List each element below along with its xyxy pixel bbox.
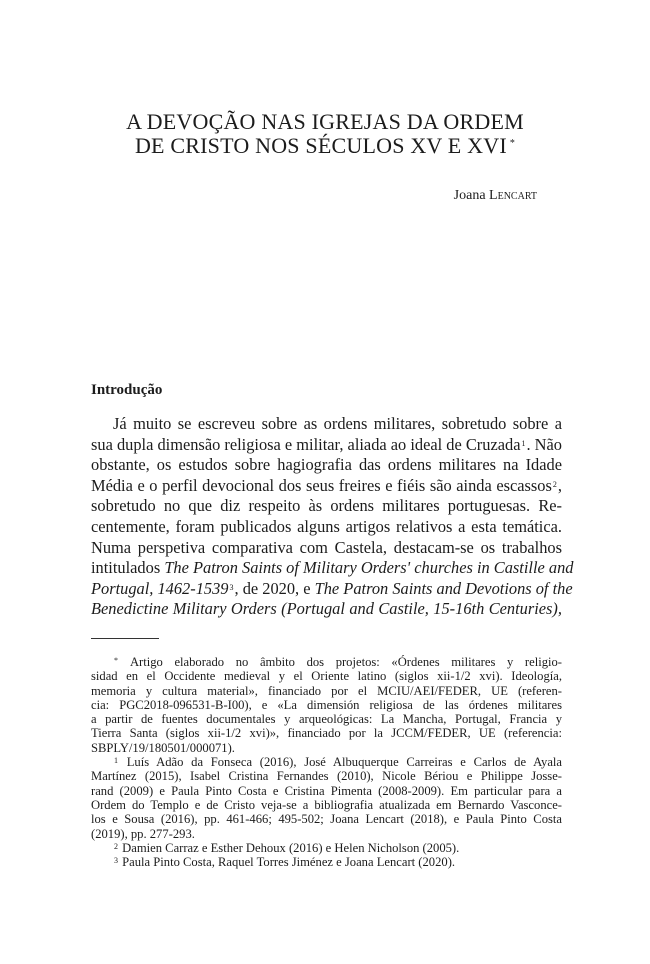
- footnote-line: sidad en el Occidente medieval y el Oriente latino (siglos xii-1/2 xvi). Ideología,: [91, 669, 562, 684]
- body-line: Numa perspetiva comparativa com Castela, destacam-se os trabalhos: [91, 537, 562, 557]
- cited-title: The Patron Saints of Military Orders' churches in Castille and: [164, 558, 574, 578]
- footnote-marker: *: [114, 656, 118, 665]
- body-line: [91, 599, 562, 620]
- footnote-line: $^2$ Damien Carraz e Esther Dehoux (2016) e Helen Nicholson (2005).: [114, 840, 460, 855]
- title-line-1: A DEVOÇÃO NAS IGREJAS DA ORDEM: [126, 109, 524, 134]
- body-line: intitulados The Patron Saints of Military Orders' churches in Castille and: [91, 558, 574, 578]
- title-footnote-marker: *: [509, 138, 516, 149]
- body-line: obstante, os estudos sobre hagiografia das ordens militares na Idade: [91, 455, 562, 475]
- body-line: Média e o perfil devocional dos seus freires e fiéis são ainda escassos$^2$,: [91, 475, 562, 495]
- body-line: centemente, foram publicados alguns artigos relativos a esta temática.: [91, 516, 562, 536]
- title-line-2: [90, 134, 560, 158]
- footnote-line: SBPLY/19/180501/000071).: [91, 740, 235, 755]
- footnote-ref-2: 2: [552, 479, 557, 489]
- body-line: sua dupla dimensão religiosa e militar, aliada ao ideal de Cruzada$^1$. Não: [91, 434, 562, 454]
- footnote-line: $^1$ Luís Adão da Fonseca (2016), José Albuquerque Carreiras e Carlos de Ayala: [114, 755, 563, 770]
- footnote-line: Ordem do Templo e de Cristo veja-se a bibliografia atualizada em Bernardo Vasconce-: [91, 797, 562, 812]
- footnote-marker: 3: [114, 856, 118, 866]
- footnote-line: cia: PGC2018-096531-B-I00), e «La dimensión religiosa de las órdenes militares: [91, 697, 562, 712]
- cited-title: Benedictine Military Orders (Portugal and Castile, 15-16th Centuries),: [91, 599, 562, 619]
- footnote-line: a partir de fuentes documentales y arqueológicas: La Mancha, Portugal, Francia y: [91, 712, 562, 727]
- footnote-line: los e Sousa (2016), pp. 461-466; 495-502; Joana Lencart (2018), e Paula Pinto Costa: [91, 812, 562, 827]
- footnote-marker: 2: [114, 841, 118, 851]
- body-line: Portugal, 1462-1539$^3$, de 2020, e The Patron Saints and Devotions of the: [91, 578, 573, 598]
- cited-title: Portugal, 1462-1539: [91, 578, 229, 598]
- footnote-ref-1: 1: [521, 438, 526, 448]
- body-line: Já muito se escreveu sobre as ordens militares, sobretudo sobre a: [113, 414, 562, 433]
- body-line: sobretudo no que diz respeito às ordens militares portuguesas. Re-: [91, 496, 562, 516]
- author-name: [454, 188, 537, 204]
- footnote-line: memoria y cultura material», financiado por el MCIU/AEI/FEDER, UE (referen-: [91, 683, 562, 698]
- section-heading: Introdução: [91, 382, 163, 398]
- body-paragraph: [91, 414, 574, 620]
- footnote-line: Tierra Santa (siglos xii-1/2 xvi)», financiado por la JCCM/FEDER, UE (referencia:: [91, 726, 562, 741]
- footnote-line: * Artigo elaborado no âmbito dos projetos: «Órdenes militares y religio-: [114, 655, 562, 669]
- footnote-marker: 1: [114, 756, 118, 766]
- footnote-line: rand (2009) e Paula Pinto Costa e Cristina Pimenta (2008-2009). Em particular para a: [91, 783, 562, 798]
- cited-title: The Patron Saints and Devotions of the: [314, 578, 573, 598]
- footnote-ref-3: 3: [229, 582, 234, 592]
- article-title: [90, 110, 560, 158]
- footnote-line: (2019), pp. 277-293.: [91, 826, 195, 841]
- title-line-2-text: DE CRISTO NOS SÉCULOS XV E XVI: [134, 133, 507, 158]
- author-first-name: Joana: [453, 188, 486, 203]
- footnote-line: Martínez (2015), Isabel Cristina Fernandes (2010), Nicole Bériou e Philippe Josse-: [91, 769, 562, 784]
- author-last-name: Lencart: [489, 188, 537, 203]
- footnotes: [91, 655, 562, 869]
- footnote-divider: [91, 638, 159, 639]
- footnote-line: $^3$ Paula Pinto Costa, Raquel Torres Jiménez e Joana Lencart (2020).: [114, 855, 456, 870]
